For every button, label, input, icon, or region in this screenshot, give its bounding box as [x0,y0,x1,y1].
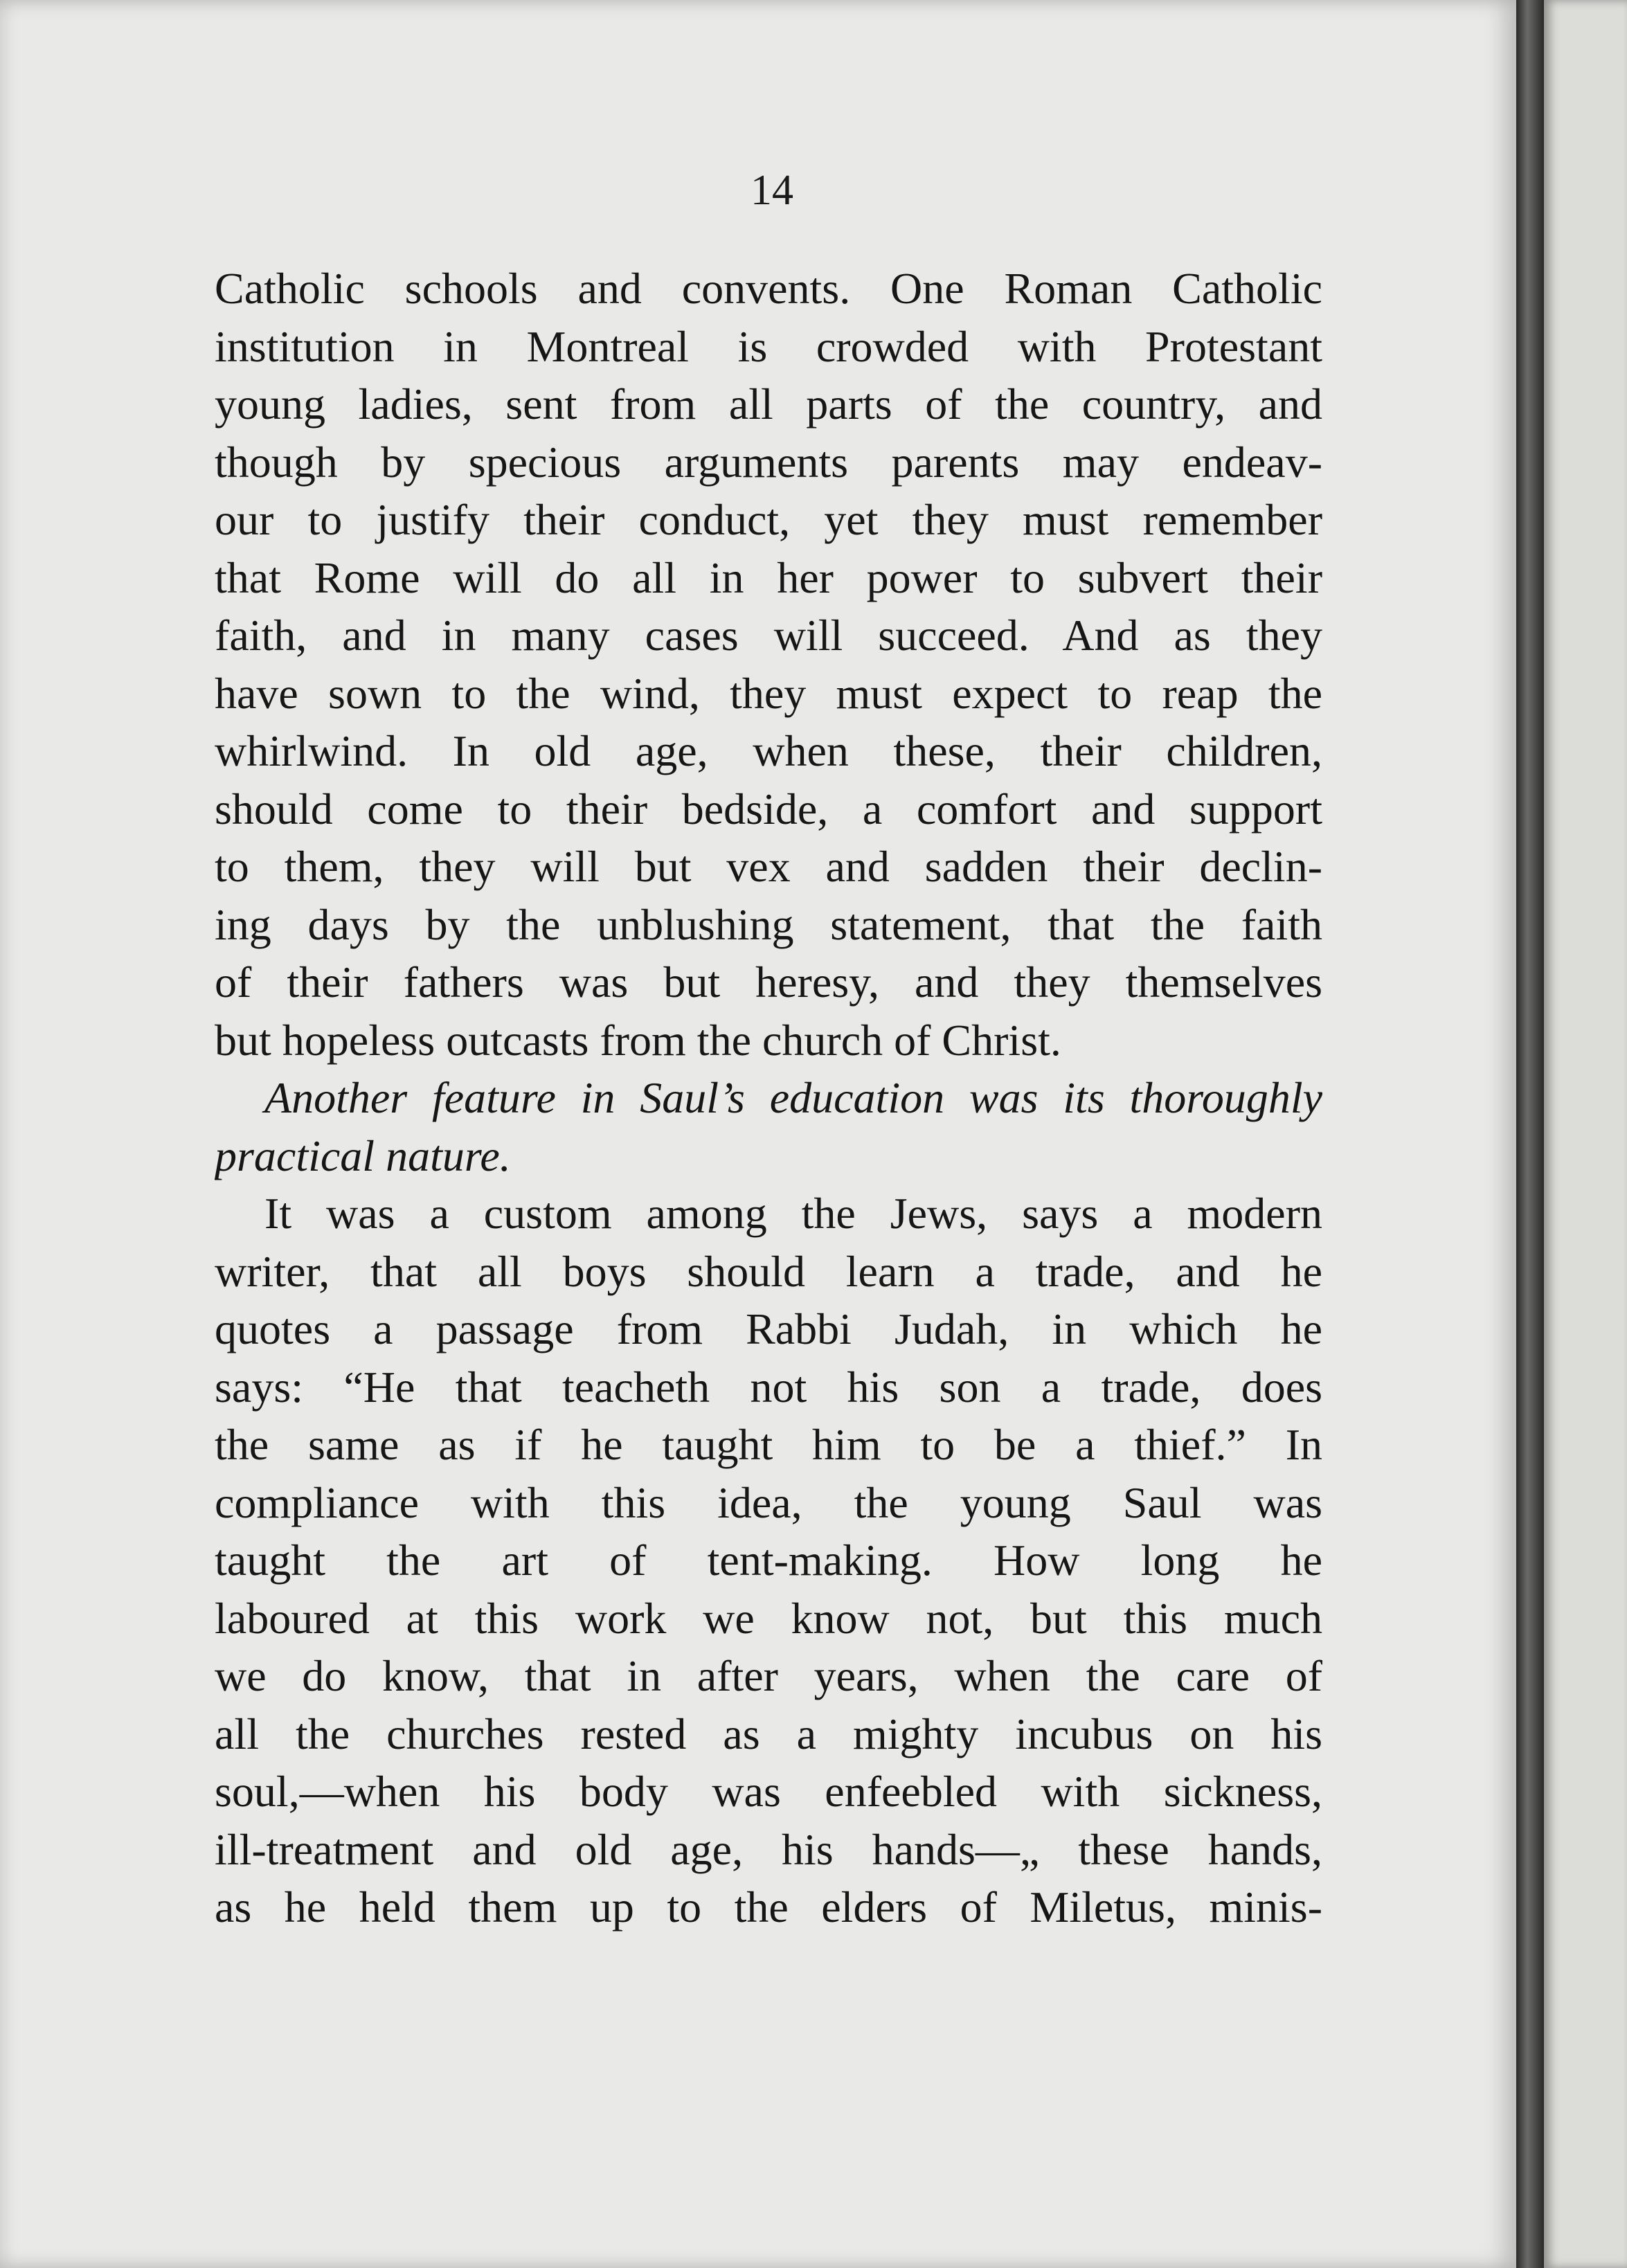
text-line: should come to their bedside, a comfort and support [215,784,1322,834]
text-line: to them, they will but vex and sadden their declin- [215,842,1322,891]
facing-page-edge [1544,0,1627,2268]
text-line: ing days by the unblushing statement, that the faith [215,899,1322,949]
book-spine [1516,0,1544,2268]
text-line: the same as if he taught him to be a thief.” In [215,1420,1322,1469]
text-line: but hopeless outcasts from the church of Christ. [215,1015,1061,1065]
paragraph-2-italic [215,1069,1322,1185]
text-line: Catholic schools and convents. One Roman Catholic [215,264,1322,313]
text-line: of their fathers was but heresy, and they themselves [215,957,1322,1007]
paragraph-1 [215,260,1322,1069]
text-line: ill-treatment and old age, his hands—„ these hands, [215,1824,1322,1874]
text-line: faith, and in many cases will succeed. And as they [215,611,1322,660]
text-line: institution in Montreal is crowded with Protestant [215,321,1322,371]
text-line: Another feature in Saul’s education was its thoroughly [264,1073,1322,1122]
text-line: It was a custom among the Jews, says a modern [264,1189,1322,1238]
text-line: compliance with this idea, the young Saul was [215,1477,1322,1527]
text-line: though by specious arguments parents may endeav- [215,437,1322,487]
text-line: whirlwind. In old age, when these, their children, [215,726,1322,775]
text-line: that Rome will do all in her power to subvert their [215,552,1322,602]
text-line: says: “He that teacheth not his son a trade, does [215,1362,1322,1412]
text-line: quotes a passage from Rabbi Judah, in which he [215,1304,1322,1353]
text-line: our to justify their conduct, yet they must remember [215,495,1322,544]
body-text [215,260,1322,1936]
text-line: soul,—when his body was enfeebled with sickness, [215,1767,1322,1816]
text-line: taught the art of tent-making. How long he [215,1536,1322,1585]
page-number: 14 [750,167,793,214]
text-line: as he held them up to the elders of Miletus, minis- [215,1882,1322,1932]
paragraph-3 [215,1185,1322,1936]
text-line: practical nature. [215,1131,511,1180]
text-line: have sown to the wind, they must expect to reap the [215,668,1322,718]
text-line: all the churches rested as a mighty incubus on his [215,1709,1322,1758]
text-line: we do know, that in after years, when the care of [215,1651,1322,1700]
text-line: young ladies, sent from all parts of the country, and [215,379,1322,429]
text-line: laboured at this work we know not, but this much [215,1593,1322,1643]
text-line: writer, that all boys should learn a trade, and he [215,1246,1322,1296]
